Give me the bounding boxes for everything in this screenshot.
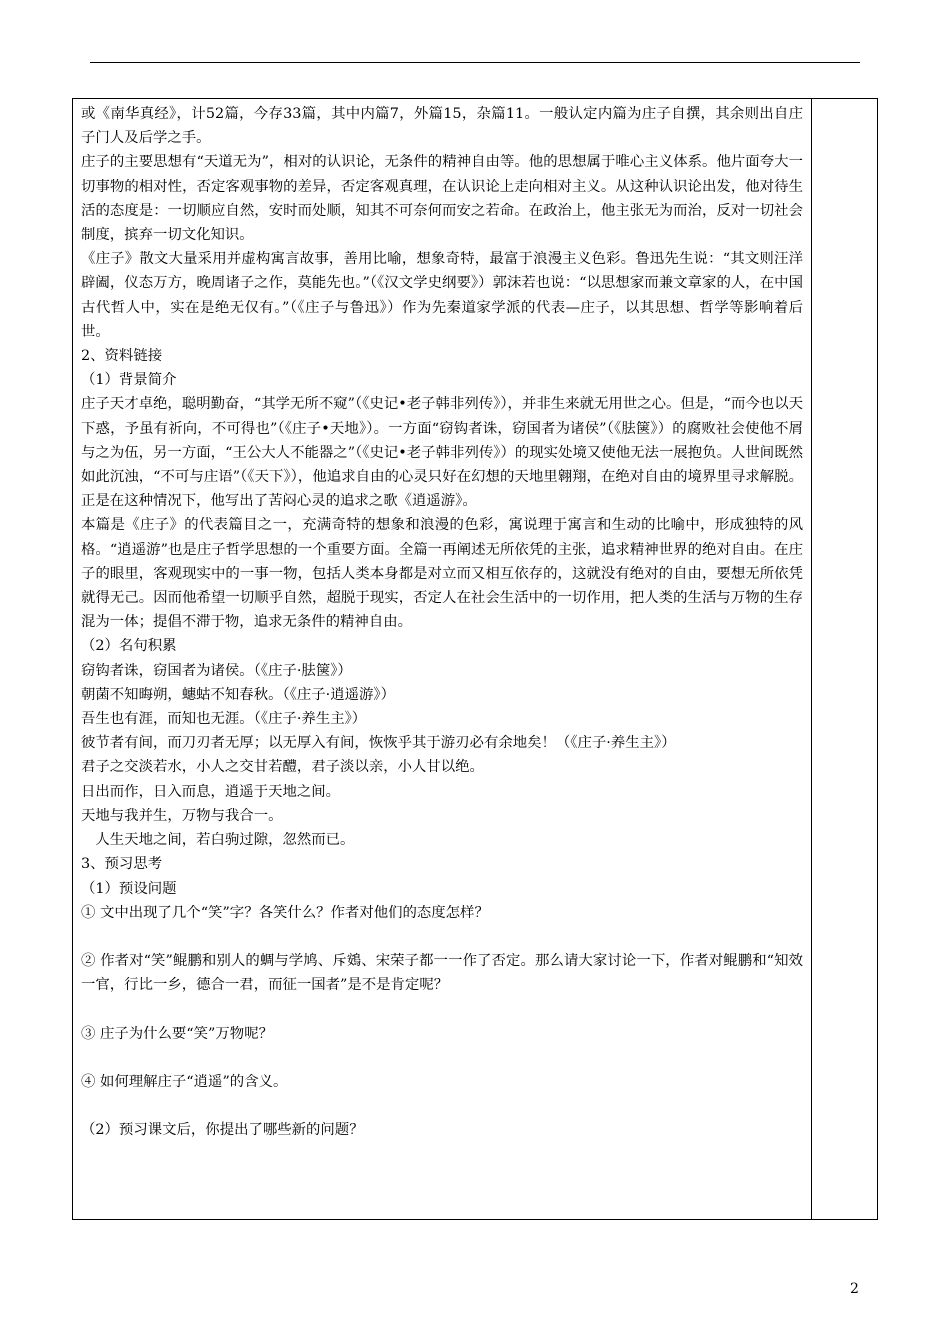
answer-space [81,1094,803,1118]
intro-paragraph-2: 庄子的主要思想有“天道无为”，相对的认识论，无条件的精神自由等。他的思想属于唯心主义体系。他片面夸大一切事物的相对性，否定客观事物的差异，否定客观真理，在认识论上走向相对主义。从这种认识论出发，他对待生活的态度是：一切顺应自然，安时而处顺，知其不可奈何而安之若命。在政治上，他主张无为而治，反对一切社会制度，摈弃一切文化知识。 [81,154,803,244]
background-paragraph-1: 庄子天才卓绝，聪明勤奋，“其学无所不窥”（《史记•老子韩非列传》），并非生来就无用世之心。但是，“而今也以天下惑，予虽有祈向，不可得也”（《庄子•天地》）。一方面“窃钩者诛，窃国者为诸侯”（《胠箧》）的腐败社会使他不屑与之为伍，另一方面，“王公大人不能器之”（《史记•老子韩非列传》）的现实处境又使他无法一展抱负。人世间既然如此沉浊，“不可与庄语”（《天下》），他追求自由的心灵只好在幻想的天地里翱翔，在绝对自由的境界里寻求解脱。正是在这种情况下，他写出了苦闷心灵的追求之歌《逍遥游》。 [81,396,803,510]
column-divider [811,99,812,1219]
page-number: 2 [850,1281,859,1297]
background-heading: （1）背景简介 [81,372,177,389]
preset-questions-heading: （1）预设问题 [81,880,177,897]
quote-6: 日出而作，日入而息，逍遥于天地之间。 [81,783,341,800]
section-2-heading: 2、资料链接 [81,348,163,365]
quote-7: 天地与我并生，万物与我合一。 [81,807,283,824]
question-2: ② 作者对“笑”鲲鹏和别人的蜩与学鸠、斥鴳、宋荣子都一一作了否定。那么请大家讨论一下，作者对鲲鹏和“知效一官，行比一乡，德合一君，而征一国者”是不是肯定呢？ [81,953,803,994]
intro-paragraph-1: 或《南华真经》，计52篇，今存33篇，其中内篇7，外篇15，杂篇11。一般认定内篇为庄子自撰，其余则出自庄子门人及后学之手。 [81,106,803,147]
quote-4: 彼节者有间，而刀刃者无厚；以无厚入有间，恢恢乎其于游刃必有余地矣！（《庄子·养生主》） [81,735,676,752]
answer-space [81,998,803,1022]
main-cell [81,102,803,1143]
content-table [72,98,878,1220]
question-1: ① 文中出现了几个“笑”字？各笑什么？作者对他们的态度怎样？ [81,904,489,921]
background-paragraph-2: 本篇是《庄子》的代表篇目之一，充满奇特的想象和浪漫的色彩，寓说理于寓言和生动的比喻中，形成独特的风格。“逍遥游”也是庄子哲学思想的一个重要方面。全篇一再阐述无所依凭的主张，追求精神世界的绝对自由。在庄子的眼里，客观现实中的一事一物，包括人类本身都是对立而又相互依存的，这就没有绝对的自由，要想无所依凭就得无己。因而他希望一切顺乎自然，超脱于现实，否定人在社会生活中的一切作用，把人类的生活与万物的生存混为一体；提倡不滞于物，追求无条件的精神自由。 [81,517,803,631]
answer-space [81,925,803,949]
quotes-heading: （2）名句积累 [81,638,177,655]
intro-paragraph-3: 《庄子》散文大量采用并虚构寓言故事，善用比喻，想象奇特，最富于浪漫主义色彩。鲁迅先生说：“其文则汪洋辟阖，仪态万方，晚周诸子之作，莫能先也。”（《汉文学史纲要》）郭沫若也说：“以思想家而兼文章家的人，在中国古代哲人中，实在是绝无仅有。”（《庄子与鲁迅》）作为先秦道家学派的代表—庄子，以其思想、哲学等影响着后世。 [81,251,803,340]
section-3-heading: 3、预习思考 [81,856,163,873]
header-rule [90,62,860,63]
quote-1: 窃钩者诛，窃国者为诸侯。（《庄子·胠箧》） [81,662,352,679]
question-4: ④ 如何理解庄子“逍遥”的含义。 [81,1074,288,1091]
quote-8: 人生天地之间，若白驹过隙，忽然而已。 [95,832,355,849]
new-questions-prompt: （2）预习课文后，你提出了哪些新的问题？ [81,1122,364,1139]
answer-space [81,1046,803,1070]
quote-3: 吾生也有涯，而知也无涯。（《庄子·养生主》） [81,711,367,728]
quote-5: 君子之交淡若水，小人之交甘若醴，君子淡以亲，小人甘以绝。 [81,759,484,776]
quote-2: 朝菌不知晦朔，蟪蛄不知春秋。（《庄子·逍遥游》） [81,686,395,703]
question-3: ③ 庄子为什么要“笑”万物呢？ [81,1025,273,1042]
